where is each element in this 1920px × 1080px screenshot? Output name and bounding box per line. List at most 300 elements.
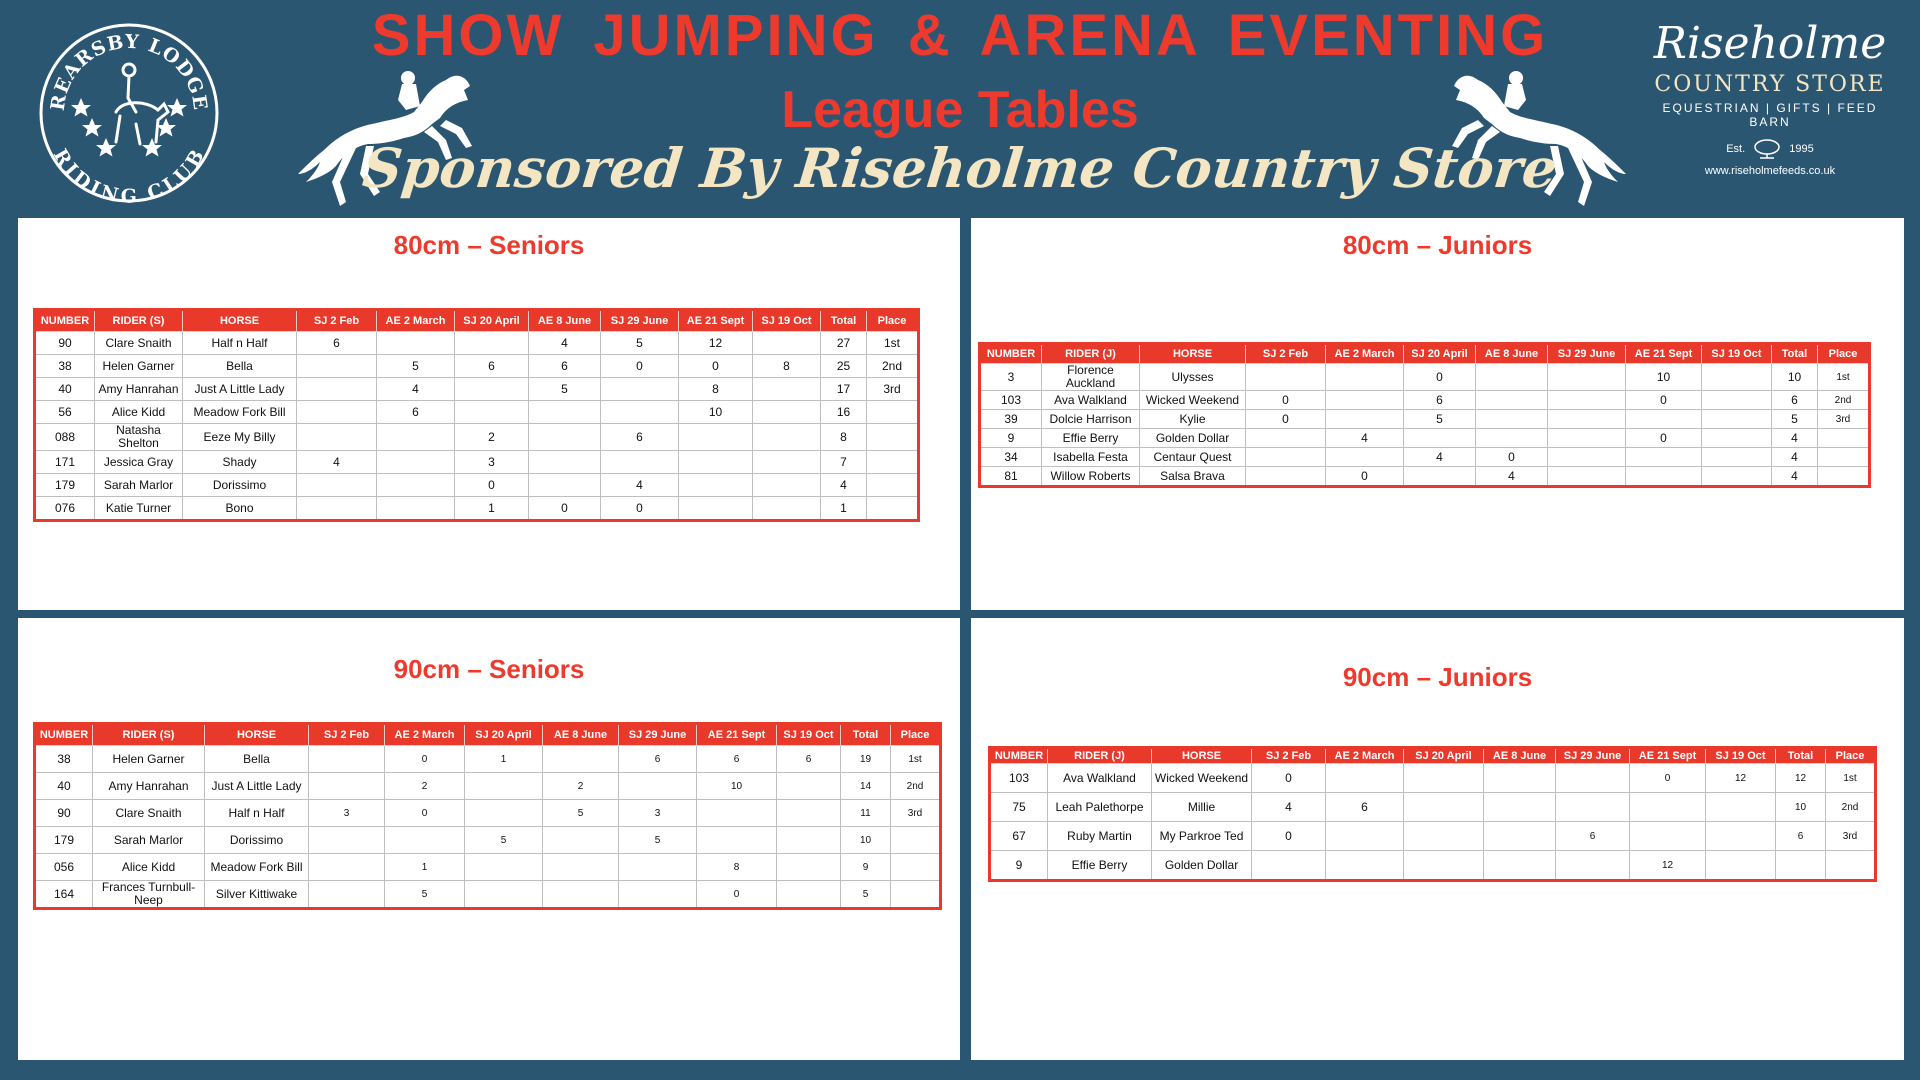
table-row <box>980 364 1870 391</box>
table-cell: 3rd <box>891 800 941 827</box>
table-cell: 1st <box>1818 364 1870 391</box>
league-table-90cm-juniors <box>988 746 1877 882</box>
table-cell: 164 <box>35 881 93 909</box>
table-cell <box>543 746 619 773</box>
table-cell: Eeze My Billy <box>183 424 297 451</box>
table-cell <box>309 773 385 800</box>
table-cell <box>619 881 697 909</box>
table-cell <box>1404 764 1484 793</box>
table-cell: 56 <box>35 401 95 424</box>
table-cell: 179 <box>35 474 95 497</box>
column-header: SJ 2 Feb <box>297 310 377 332</box>
table-cell: Salsa Brava <box>1140 467 1246 487</box>
table-cell <box>1326 364 1404 391</box>
table-cell: Helen Garner <box>95 355 183 378</box>
table-cell <box>1246 448 1326 467</box>
table-cell: 10 <box>679 401 753 424</box>
table-cell: Golden Dollar <box>1152 851 1252 881</box>
sponsor-tagline: EQUESTRIAN | GIFTS | FEED BARN <box>1662 101 1878 129</box>
table-cell: 1st <box>1826 764 1876 793</box>
table-cell: 6 <box>1404 391 1476 410</box>
column-header: Place <box>867 310 919 332</box>
table-cell: Shady <box>183 451 297 474</box>
column-header: SJ 20 April <box>1404 344 1476 364</box>
table-cell: 1 <box>385 854 465 881</box>
table-cell: 7 <box>821 451 867 474</box>
table-cell <box>465 881 543 909</box>
table-cell: Amy Hanrahan <box>93 773 205 800</box>
table-cell <box>529 401 601 424</box>
table-cell: 0 <box>1252 764 1326 793</box>
table-cell <box>1630 793 1706 822</box>
table-cell <box>1702 391 1772 410</box>
table-cell: 40 <box>35 773 93 800</box>
table-cell: 6 <box>619 746 697 773</box>
sponsor-line: Sponsored By Riseholme Country Store <box>359 136 1561 200</box>
table-cell: 3rd <box>867 378 919 401</box>
table-row <box>990 764 1876 793</box>
table-cell <box>1404 822 1484 851</box>
table-cell: Clare Snaith <box>93 800 205 827</box>
table-cell <box>867 451 919 474</box>
table-cell <box>529 451 601 474</box>
table-row <box>980 391 1870 410</box>
table-cell: 2nd <box>1818 391 1870 410</box>
table-cell <box>297 378 377 401</box>
table-cell: 6 <box>1772 391 1818 410</box>
table-cell: 0 <box>529 497 601 521</box>
table-cell: 67 <box>990 822 1048 851</box>
table-cell: Alice Kidd <box>93 854 205 881</box>
table-cell <box>1404 851 1484 881</box>
table-cell: 0 <box>1626 391 1702 410</box>
table-cell: Helen Garner <box>93 746 205 773</box>
table-cell: 25 <box>821 355 867 378</box>
table-cell <box>679 497 753 521</box>
table-cell: Silver Kittiwake <box>205 881 309 909</box>
table-cell: Clare Snaith <box>95 332 183 355</box>
table-cell: 3 <box>309 800 385 827</box>
table-cell <box>1548 467 1626 487</box>
table-header-row <box>990 748 1876 764</box>
table-header-row <box>35 724 941 746</box>
table-cell <box>1246 429 1326 448</box>
table-cell: 5 <box>1404 410 1476 429</box>
league-table-80cm-seniors <box>33 308 920 522</box>
column-header: Total <box>821 310 867 332</box>
table-cell: Meadow Fork Bill <box>205 854 309 881</box>
table-cell <box>1548 391 1626 410</box>
table-cell <box>309 827 385 854</box>
table-cell <box>1626 448 1702 467</box>
table-cell <box>465 854 543 881</box>
table-cell: 5 <box>465 827 543 854</box>
column-header: SJ 29 June <box>601 310 679 332</box>
table-cell: 6 <box>1556 822 1630 851</box>
table-cell: 5 <box>377 355 455 378</box>
column-header: SJ 20 April <box>1404 748 1484 764</box>
table-cell: Just A Little Lady <box>205 773 309 800</box>
table-cell: 6 <box>1326 793 1404 822</box>
league-table-90cm-seniors <box>33 722 942 910</box>
table-cell <box>377 451 455 474</box>
table-cell <box>753 401 821 424</box>
table-cell: Effie Berry <box>1048 851 1152 881</box>
table-cell: Isabella Festa <box>1042 448 1140 467</box>
table-cell: Bella <box>183 355 297 378</box>
table-row <box>990 851 1876 881</box>
table-cell: Florence Auckland <box>1042 364 1140 391</box>
table-cell <box>1476 364 1548 391</box>
table-cell: 39 <box>980 410 1042 429</box>
table-cell <box>891 827 941 854</box>
table-row <box>980 429 1870 448</box>
column-header: AE 2 March <box>1326 344 1404 364</box>
table-row <box>980 448 1870 467</box>
table-cell: 10 <box>841 827 891 854</box>
club-logo-text-bottom: RIDING CLUB <box>48 145 210 206</box>
table-cell <box>465 800 543 827</box>
column-header: RIDER (S) <box>93 724 205 746</box>
table-cell: 1 <box>465 746 543 773</box>
table-row <box>35 451 919 474</box>
table-cell: 4 <box>1772 467 1818 487</box>
table-cell: 0 <box>697 881 777 909</box>
table-cell <box>753 332 821 355</box>
table-cell: Effie Berry <box>1042 429 1140 448</box>
table-cell: Meadow Fork Bill <box>183 401 297 424</box>
table-cell <box>1252 851 1326 881</box>
table-cell <box>1484 851 1556 881</box>
table-cell: Wicked Weekend <box>1152 764 1252 793</box>
column-header: Total <box>1776 748 1826 764</box>
table-cell <box>1476 391 1548 410</box>
table-cell <box>1404 793 1484 822</box>
table-cell <box>1626 410 1702 429</box>
table-cell <box>1706 793 1776 822</box>
column-header: SJ 19 Oct <box>1702 344 1772 364</box>
table-cell <box>1326 822 1404 851</box>
table-cell: 4 <box>1476 467 1548 487</box>
column-header: NUMBER <box>990 748 1048 764</box>
table-cell <box>529 474 601 497</box>
table-cell: 3 <box>619 800 697 827</box>
table-cell: Katie Turner <box>95 497 183 521</box>
table-cell: 0 <box>1630 764 1706 793</box>
table-cell: 4 <box>1772 429 1818 448</box>
table-cell: 2 <box>543 773 619 800</box>
table-cell: Bono <box>183 497 297 521</box>
table-cell <box>777 800 841 827</box>
table-row <box>35 746 941 773</box>
table-cell: Natasha Shelton <box>95 424 183 451</box>
column-header: SJ 29 June <box>1548 344 1626 364</box>
panel-90cm-seniors <box>18 618 960 1060</box>
table-cell: 5 <box>385 881 465 909</box>
table-cell: Millie <box>1152 793 1252 822</box>
club-logo-text-top: REARSBY LODGE <box>46 30 212 113</box>
table-row <box>35 497 919 521</box>
column-header: AE 2 March <box>1326 748 1404 764</box>
table-title-90cm-seniors: 90cm – Seniors <box>393 654 585 684</box>
table-cell: 0 <box>601 355 679 378</box>
table-row <box>990 793 1876 822</box>
table-cell <box>543 854 619 881</box>
column-header: HORSE <box>205 724 309 746</box>
table-cell: 3 <box>455 451 529 474</box>
table-cell <box>1246 364 1326 391</box>
column-header: RIDER (S) <box>95 310 183 332</box>
column-header: NUMBER <box>35 724 93 746</box>
table-cell: 90 <box>35 800 93 827</box>
column-header: NUMBER <box>980 344 1042 364</box>
league-table-80cm-juniors <box>978 342 1871 488</box>
table-cell: 4 <box>529 332 601 355</box>
table-cell <box>1484 793 1556 822</box>
table-cell: 4 <box>1326 429 1404 448</box>
table-cell <box>309 746 385 773</box>
table-cell: 5 <box>841 881 891 909</box>
table-row <box>35 773 941 800</box>
table-title-90cm-juniors: 90cm – Juniors <box>1342 662 1533 692</box>
table-cell <box>1326 410 1404 429</box>
table-cell: 2 <box>385 773 465 800</box>
table-cell: 81 <box>980 467 1042 487</box>
table-row <box>35 854 941 881</box>
table-cell <box>297 401 377 424</box>
table-cell: 076 <box>35 497 95 521</box>
table-cell <box>1702 448 1772 467</box>
table-cell: 8 <box>697 854 777 881</box>
table-cell: 179 <box>35 827 93 854</box>
table-title-80cm-juniors: 80cm – Juniors <box>1342 230 1533 260</box>
table-cell <box>1404 467 1476 487</box>
table-cell <box>601 378 679 401</box>
table-row <box>35 800 941 827</box>
column-header: HORSE <box>1140 344 1246 364</box>
table-cell <box>543 881 619 909</box>
table-cell <box>753 497 821 521</box>
table-cell <box>1630 822 1706 851</box>
table-cell: 34 <box>980 448 1042 467</box>
table-cell <box>1702 410 1772 429</box>
column-header: AE 21 Sept <box>1626 344 1702 364</box>
column-header: SJ 19 Oct <box>753 310 821 332</box>
table-row <box>35 474 919 497</box>
table-cell: 4 <box>377 378 455 401</box>
table-cell <box>309 854 385 881</box>
table-cell: 4 <box>821 474 867 497</box>
table-cell: 0 <box>1476 448 1548 467</box>
table-cell: Leah Palethorpe <box>1048 793 1152 822</box>
table-header-row <box>980 344 1870 364</box>
table-cell <box>867 497 919 521</box>
table-cell: Ava Walkland <box>1048 764 1152 793</box>
table-cell <box>619 854 697 881</box>
table-cell: Centaur Quest <box>1140 448 1246 467</box>
table-cell: 8 <box>821 424 867 451</box>
table-cell <box>1702 364 1772 391</box>
table-cell: Jessica Gray <box>95 451 183 474</box>
table-cell: Frances Turnbull-Neep <box>93 881 205 909</box>
table-cell <box>297 424 377 451</box>
table-cell: Sarah Marlor <box>95 474 183 497</box>
table-cell <box>1818 448 1870 467</box>
table-row <box>35 332 919 355</box>
table-cell: 056 <box>35 854 93 881</box>
table-cell <box>1326 391 1404 410</box>
column-header: HORSE <box>183 310 297 332</box>
column-header: Total <box>1772 344 1818 364</box>
table-cell: 5 <box>543 800 619 827</box>
table-header-row <box>35 310 919 332</box>
table-cell: 6 <box>1776 822 1826 851</box>
table-cell: 4 <box>1404 448 1476 467</box>
table-cell: 0 <box>679 355 753 378</box>
table-cell <box>679 474 753 497</box>
table-row <box>35 378 919 401</box>
sponsor-store: COUNTRY STORE <box>1654 72 1886 97</box>
column-header: RIDER (J) <box>1048 748 1152 764</box>
table-cell: 6 <box>455 355 529 378</box>
table-cell: 0 <box>385 746 465 773</box>
table-cell: 12 <box>1706 764 1776 793</box>
column-header: Total <box>841 724 891 746</box>
table-cell: Amy Hanrahan <box>95 378 183 401</box>
table-cell: 40 <box>35 378 95 401</box>
table-cell <box>1326 448 1404 467</box>
sponsor-est-year: 1995 <box>1789 142 1814 155</box>
table-cell <box>1626 467 1702 487</box>
table-cell: 75 <box>990 793 1048 822</box>
table-cell: 8 <box>679 378 753 401</box>
table-cell <box>679 451 753 474</box>
table-cell <box>455 332 529 355</box>
table-cell: 0 <box>455 474 529 497</box>
table-cell <box>1556 851 1630 881</box>
tree-emblem-icon <box>1752 139 1782 159</box>
table-cell <box>465 773 543 800</box>
table-cell <box>753 474 821 497</box>
panel-80cm-juniors <box>971 218 1904 610</box>
table-cell <box>777 854 841 881</box>
table-row <box>35 401 919 424</box>
table-cell: Ulysses <box>1140 364 1246 391</box>
table-cell: 1st <box>867 332 919 355</box>
table-cell: 0 <box>1404 364 1476 391</box>
column-header: HORSE <box>1152 748 1252 764</box>
column-header: AE 8 June <box>1484 748 1556 764</box>
table-cell: 1 <box>455 497 529 521</box>
table-cell <box>385 827 465 854</box>
table-cell <box>1706 851 1776 881</box>
table-cell: Half n Half <box>205 800 309 827</box>
table-cell: 2nd <box>891 773 941 800</box>
table-cell <box>601 451 679 474</box>
sponsor-website: www.riseholmefeeds.co.uk <box>1704 165 1836 177</box>
table-cell: 171 <box>35 451 95 474</box>
sponsor-est-label: Est. <box>1726 142 1746 155</box>
table-cell: 4 <box>297 451 377 474</box>
column-header: SJ 29 June <box>1556 748 1630 764</box>
table-cell: Dorissimo <box>205 827 309 854</box>
table-cell <box>1484 822 1556 851</box>
table-cell: 90 <box>35 332 95 355</box>
table-cell <box>753 451 821 474</box>
table-cell: 16 <box>821 401 867 424</box>
table-cell: 9 <box>990 851 1048 881</box>
table-cell <box>1246 467 1326 487</box>
table-cell: 6 <box>297 332 377 355</box>
table-row <box>35 355 919 378</box>
column-header: SJ 29 June <box>619 724 697 746</box>
table-cell: 12 <box>1630 851 1706 881</box>
table-cell <box>1548 429 1626 448</box>
table-cell <box>601 401 679 424</box>
table-cell: 2 <box>455 424 529 451</box>
table-cell <box>309 881 385 909</box>
table-cell: 14 <box>841 773 891 800</box>
column-header: AE 2 March <box>377 310 455 332</box>
table-cell: 9 <box>841 854 891 881</box>
table-cell: Sarah Marlor <box>93 827 205 854</box>
table-row <box>35 424 919 451</box>
table-cell: 27 <box>821 332 867 355</box>
table-cell: 2nd <box>867 355 919 378</box>
page-title: SHOW JUMPING & ARENA EVENTING <box>371 3 1549 68</box>
table-cell <box>1476 429 1548 448</box>
panel-80cm-seniors <box>18 218 960 610</box>
table-cell <box>867 474 919 497</box>
table-cell: 38 <box>35 746 93 773</box>
table-cell <box>777 881 841 909</box>
table-cell <box>455 401 529 424</box>
table-cell <box>297 474 377 497</box>
table-cell: 17 <box>821 378 867 401</box>
table-cell: 8 <box>753 355 821 378</box>
table-cell <box>529 424 601 451</box>
table-cell: 6 <box>377 401 455 424</box>
table-cell: 3 <box>980 364 1042 391</box>
column-header: SJ 20 April <box>465 724 543 746</box>
table-cell <box>1776 851 1826 881</box>
table-cell: 5 <box>619 827 697 854</box>
column-header: AE 21 Sept <box>679 310 753 332</box>
table-cell <box>867 424 919 451</box>
table-cell: 1 <box>821 497 867 521</box>
table-cell <box>1556 764 1630 793</box>
table-cell <box>867 401 919 424</box>
table-row <box>35 881 941 909</box>
column-header: NUMBER <box>35 310 95 332</box>
table-cell: 38 <box>35 355 95 378</box>
table-cell: 2nd <box>1826 793 1876 822</box>
table-cell: Ruby Martin <box>1048 822 1152 851</box>
column-header: Place <box>1826 748 1876 764</box>
column-header: SJ 20 April <box>455 310 529 332</box>
table-cell: 0 <box>1252 822 1326 851</box>
table-cell <box>619 773 697 800</box>
table-cell <box>455 378 529 401</box>
table-cell: 5 <box>1772 410 1818 429</box>
column-header: AE 21 Sept <box>1630 748 1706 764</box>
table-cell: 4 <box>1772 448 1818 467</box>
table-cell <box>679 424 753 451</box>
table-cell <box>753 424 821 451</box>
table-cell: 9 <box>980 429 1042 448</box>
table-row <box>35 827 941 854</box>
table-cell: 10 <box>1626 364 1702 391</box>
